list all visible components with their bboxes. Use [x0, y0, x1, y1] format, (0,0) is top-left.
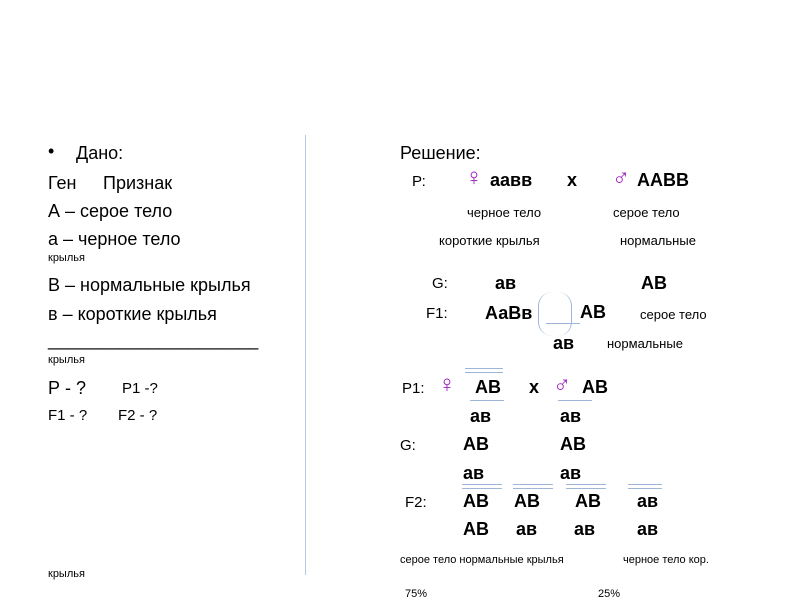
- f1-bracket: [538, 292, 572, 336]
- f2-bottom-1: АВ: [463, 519, 489, 539]
- f2-bar-1b: [462, 488, 502, 489]
- p1-female-top: АВ: [475, 377, 501, 397]
- p1-male-top: АВ: [582, 377, 608, 397]
- trait-header: Признак: [103, 173, 173, 193]
- solution-heading: Решение:: [400, 143, 481, 163]
- gene-b-line: в – короткие крылья: [48, 304, 217, 324]
- f2-bar-3b: [566, 488, 606, 489]
- male-symbol-icon-2: ♂: [553, 371, 571, 398]
- p1-male-divider: [558, 400, 592, 401]
- f1-question: F1 - ?: [48, 407, 88, 424]
- f1-bottom-allele: ав: [553, 333, 575, 353]
- p1-female-bottom: ав: [470, 406, 492, 426]
- gene-header: Ген: [48, 173, 77, 193]
- p-male-trait-body: серое тело: [613, 205, 680, 220]
- male-symbol-icon: ♂: [612, 164, 630, 191]
- p1-female-top-bar: [465, 368, 503, 369]
- f2-label: F2:: [405, 494, 427, 511]
- wings-note-1: крылья: [48, 252, 85, 264]
- p-question: Р - ?: [48, 378, 87, 398]
- f1-trait-wings: нормальные: [607, 336, 683, 351]
- p-male-genotype: ААВВ: [637, 170, 689, 190]
- p1-label: Р1:: [402, 380, 425, 397]
- f2-bottom-3: ав: [574, 519, 596, 539]
- underline: _____________________: [48, 330, 259, 350]
- f1-top-allele: АВ: [580, 302, 606, 322]
- gene-B-line: В – нормальные крылья: [48, 275, 251, 295]
- f2-bottom-4: ав: [637, 519, 659, 539]
- p-female-genotype: аавв: [490, 170, 533, 190]
- g-female-gamete: ав: [495, 273, 517, 293]
- f2-trait-recessive: черное тело кор.: [623, 554, 709, 566]
- f2-trait-dominant: серое тело нормальные крылья: [400, 554, 564, 566]
- p-male-trait-wings: нормальные: [620, 233, 696, 248]
- f2-bar-4b: [628, 488, 662, 489]
- f2-top-2: АВ: [514, 491, 540, 511]
- g-label: G:: [432, 275, 448, 292]
- bullet: •: [48, 141, 55, 161]
- g2-gamete-1: АВ: [463, 434, 489, 454]
- gene-A-line: А – серое тело: [48, 201, 173, 221]
- f2-percent-dominant: 75%: [405, 588, 428, 600]
- f1-genotype: АаВв: [485, 303, 533, 323]
- f2-bar-2b: [513, 488, 553, 489]
- cross-sign-2: х: [529, 377, 540, 397]
- p1-male-bottom: ав: [560, 406, 582, 426]
- p-female-trait-body: черное тело: [467, 205, 542, 220]
- f2-bar-4a: [628, 484, 662, 485]
- f2-bar-3a: [566, 484, 606, 485]
- f1-label: F1:: [426, 305, 448, 322]
- f2-bar-1a: [462, 484, 502, 485]
- g2-gamete-3: ав: [463, 463, 485, 483]
- f2-bottom-2: ав: [516, 519, 538, 539]
- g2-label: G:: [400, 437, 416, 454]
- gene-a-line: а – черное тело: [48, 229, 181, 249]
- p1-female-top-bar-2: [465, 372, 503, 373]
- f2-top-3: АВ: [575, 491, 601, 511]
- female-symbol-icon: ♀: [465, 164, 483, 191]
- cross-sign: х: [567, 170, 578, 190]
- p-female-trait-wings: короткие крылья: [439, 233, 540, 248]
- p-label: Р:: [412, 173, 426, 190]
- wings-note-2: крылья: [48, 354, 85, 366]
- g2-gamete-4: ав: [560, 463, 582, 483]
- column-divider: [305, 135, 306, 575]
- f2-bar-2a: [513, 484, 553, 485]
- female-symbol-icon-2: ♀: [438, 371, 456, 398]
- g-male-gamete: АВ: [641, 273, 667, 293]
- wings-note-3: крылья: [48, 568, 85, 580]
- f1-chromosome-bar: [546, 323, 580, 324]
- p1-question: Р1 -?: [122, 380, 158, 397]
- f2-top-1: АВ: [463, 491, 489, 511]
- p1-female-divider: [470, 400, 504, 401]
- g2-gamete-2: АВ: [560, 434, 586, 454]
- f2-question: F2 - ?: [118, 407, 158, 424]
- f1-trait-body: серое тело: [640, 307, 707, 322]
- f2-percent-recessive: 25%: [598, 588, 621, 600]
- f2-top-4: ав: [637, 491, 659, 511]
- given-heading: Дано:: [76, 143, 124, 163]
